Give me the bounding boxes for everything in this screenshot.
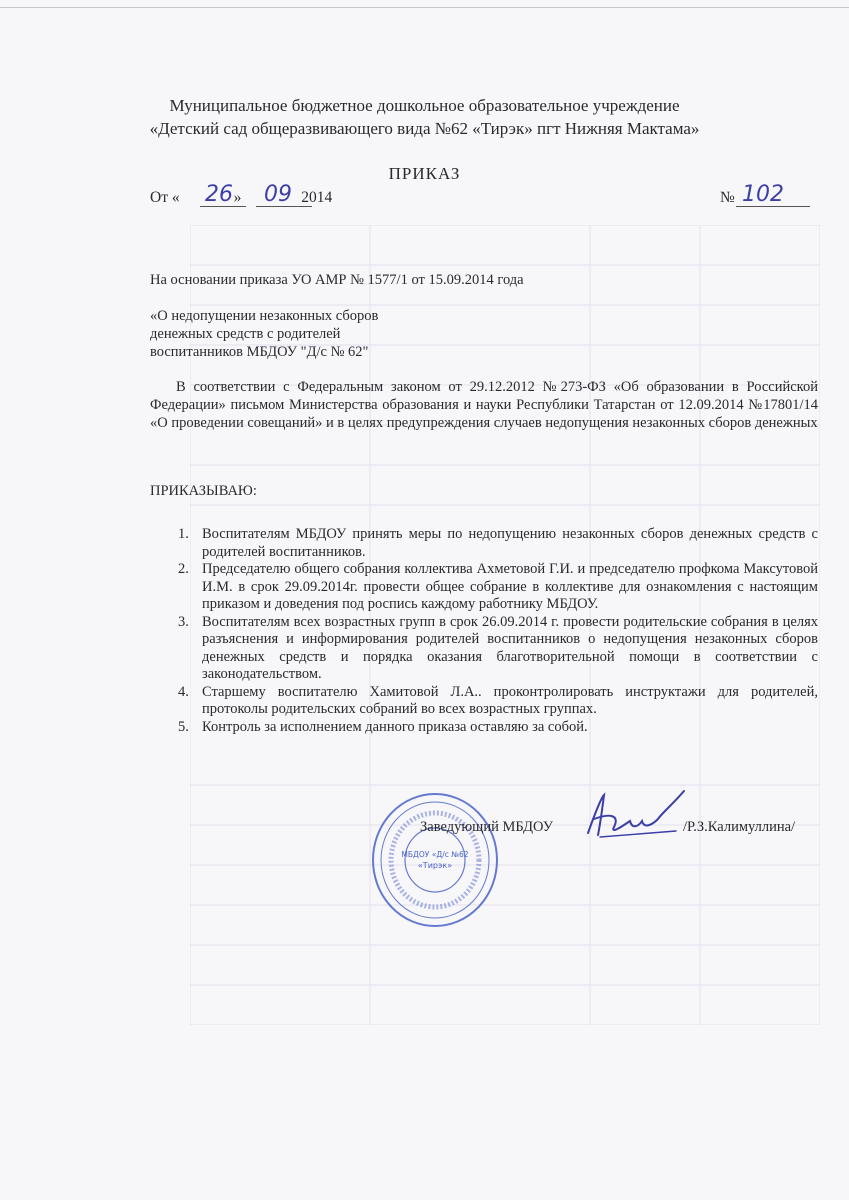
order-item: [172, 561, 818, 614]
subject-line-1: «О недопущении незаконных сборов: [150, 308, 379, 324]
basis-line: На основании приказа УО АМР № 1577/1 от 15.09.2014 года: [150, 272, 524, 288]
seal-center-line-2: «Тирэк»: [417, 861, 453, 870]
date-prefix: От «: [150, 189, 180, 206]
org-name-line-2: «Детский сад общеразвивающего вида №62 «Тирэк» пгт Нижняя Мактама»: [149, 119, 700, 138]
item-number: 2.: [178, 561, 189, 577]
scan-edge-line: [0, 7, 849, 8]
org-name-line-1: Муниципальное бюджетное дошкольное образовательное учреждение: [169, 96, 680, 115]
date-year: 2014: [301, 189, 333, 206]
item-text: Воспитателям всех возрастных групп в срок 26.09.2014 г. провести родительские собрания в целях разъяснения и информирования родителей воспитанников о недопущения незаконных сборов денежных средств и порядка оказания благотворительной помощи в соответствии с законодательством.: [202, 613, 818, 682]
item-number: 4.: [178, 683, 189, 700]
date-mid: »: [233, 189, 246, 206]
handwritten-day: 26: [205, 182, 233, 207]
subject-line-2: денежных средств с родителей: [150, 326, 341, 342]
preamble: [150, 378, 818, 432]
signer-position: Заведующий МБДОУ: [420, 819, 553, 835]
item-number: 5.: [178, 718, 189, 735]
order-item: [172, 526, 818, 561]
item-text: Воспитателям МБДОУ принять меры по недопущению незаконных сборов денежных средств с родителей воспитанников.: [202, 526, 818, 560]
order-date: [150, 189, 332, 207]
handwritten-signature: [580, 785, 690, 845]
item-number: 3.: [178, 613, 189, 630]
signer-name: /Р.З.Калимуллина/: [683, 819, 796, 835]
seal-center-line-1: МБДОУ «Д/с №62: [401, 850, 469, 859]
item-number: 1.: [178, 526, 189, 542]
preamble-text: В соответствии с Федеральным законом от 29.12.2012 №273-ФЗ «Об образовании в Российской Федерации» письмом Министерства образования и науки Республики Татарстан от 12.09.2014 №17801/14 «О проведении совещаний» и в целях предупреждения случаев недопущения незаконных сборов денежных: [150, 379, 818, 431]
order-items: [172, 526, 818, 736]
order-item: [172, 614, 818, 684]
seal-stamp: [370, 790, 500, 930]
subject-line-3: воспитанников МБДОУ "Д/с № 62": [150, 344, 369, 360]
order-item: [172, 719, 818, 737]
handwritten-month: 09: [264, 182, 292, 207]
document-title: ПРИКАЗ: [388, 164, 461, 183]
order-item: [172, 684, 818, 719]
item-text: Контроль за исполнением данного приказа оставляю за собой.: [202, 718, 588, 735]
order-number-label: №: [720, 189, 735, 206]
handwritten-order-number: 102: [742, 182, 784, 207]
item-text: Старшему воспитателю Хамитовой Л.А.. проконтролировать инструктажи для родителей, протоколы родительских собраний во всех возрастных группах.: [202, 683, 818, 717]
order-word: ПРИКАЗЫВАЮ:: [150, 483, 257, 499]
item-text: Председателю общего собрания коллектива Ахметовой Г.И. и председателю профкома Максутовой И.М. в срок 29.09.2014г. провести общее собрание в коллективе для ознакомления с настоящим приказом и доведения под роспись каждому работнику МБДОУ.: [202, 561, 818, 612]
